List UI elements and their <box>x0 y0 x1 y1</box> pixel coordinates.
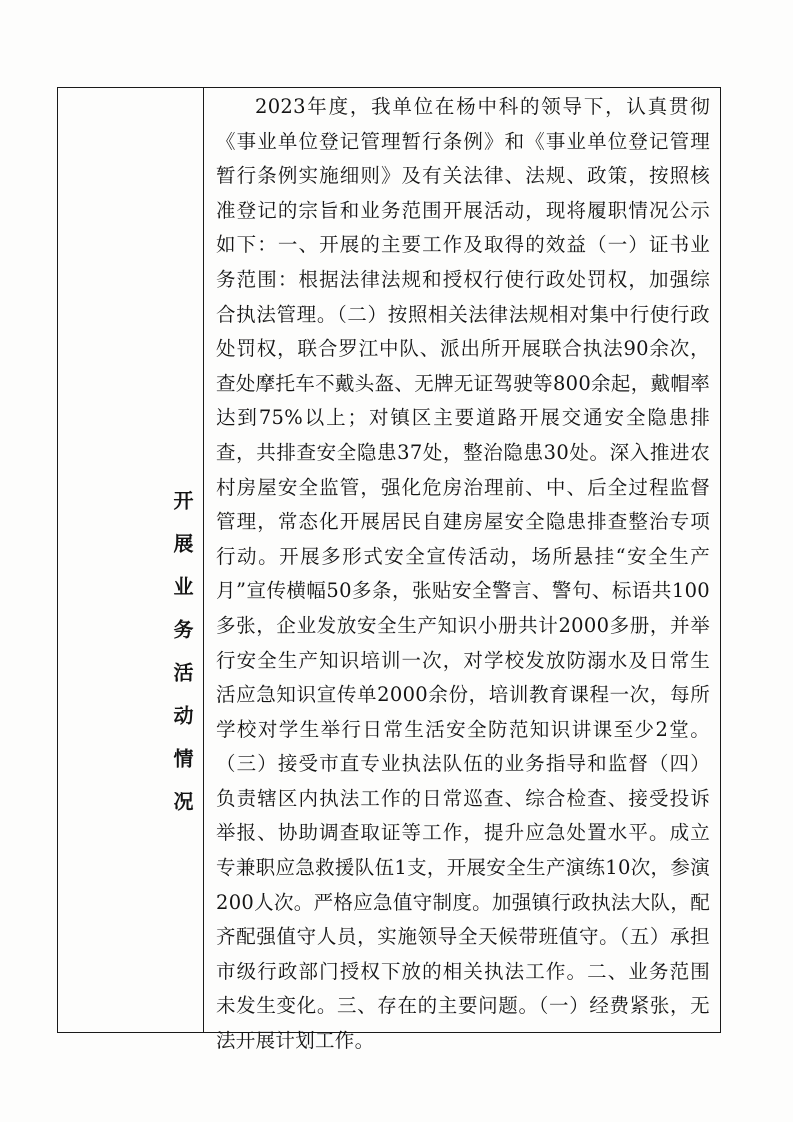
report-table <box>57 87 721 1053</box>
section-label-cell <box>58 88 204 1032</box>
section-label: 开展业务活动情况 <box>170 490 194 834</box>
section-content-cell <box>204 88 720 1053</box>
section-content-text: 2023年度，我单位在杨中科的领导下，认真贯彻《事业单位登记管理暂行条例》和《事业单位登记管理暂行条例实施细则》及有关法律、法规、政策，按照核准登记的宗旨和业务范围开展活动，现将履职情况公示如下：一、开展的主要工作及取得的效益（一）证书业务范围：根据法律法规和授权行使行政处罚权，加强综合执法管理。（二）按照相关法律法规相对集中行使行政处罚权，联合罗江中队、派出所开展联合执法90余次，查处摩托车不戴头盔、无牌无证驾驶等800余起，戴帽率达到75%以上；对镇区主要道路开展交通安全隐患排查，共排查安全隐患37处，整治隐患30处。深入推进农村房屋安全监管，强化危房治理前、中、后全过程监督管理，常态化开展居民自建房屋安全隐患排查整治专项行动。开展多形式安全宣传活动，场所悬挂“安全生产月”宣传横幅50多条，张贴安全警言、警句、标语共100多张，企业发放安全生产知识小册共计2000多册，并举行安全生产知识培训一次，对学校发放防溺水及日常生活应急知识宣传单2000余份，培训教育课程一次，每所学校对学生举行日常生活安全防范知识讲课至少2堂。（三）接受市直专业执法队伍的业务指导和监督（四）负责辖区内执法工作的日常巡查、综合检查、接受投诉举报、协助调查取证等工作，提升应急处置水平。成立专兼职应急救援队伍1支，开展安全生产演练10次，参演200人次。严格应急值守制度。加强镇行政执法大队，配齐配强值守人员，实施领导全天候带班值守。（五）承担市级行政部门授权下放的相关执法工作。二、业务范围未发生变化。三、存在的主要问题。（一）经费紧张，无法开展计划工作。 <box>216 95 710 1053</box>
section-label-wrap <box>58 490 203 834</box>
